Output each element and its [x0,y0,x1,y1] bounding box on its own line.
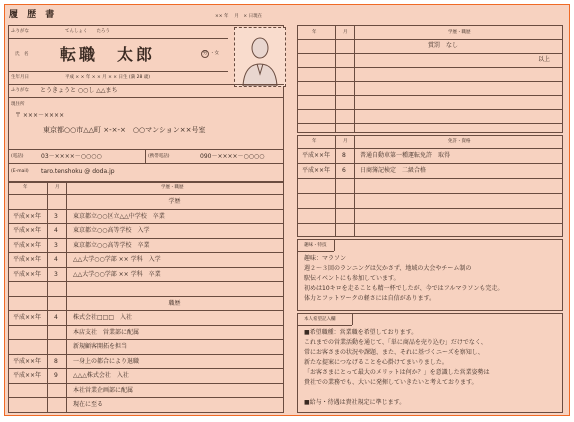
history-section-heading: 職歴 [168,299,181,307]
gender-female: ・女 [210,51,219,56]
address-furigana-label: ふりがな [11,88,29,93]
license-month-2: 6 [342,167,346,174]
history-desc: 本社営業企画部に配属 [73,386,134,394]
history-year: 平成××年 [13,357,42,365]
photo-box [234,27,286,87]
person-silhouette-icon [235,28,285,86]
history-month: 3 [54,212,58,220]
license-year-2: 平成××年 [302,167,331,174]
hobby-line: 体力とフットワークの軽さには自信があります。 [304,295,436,302]
right-col-desc: 学歴・職歴 [448,30,471,35]
history-year: 平成××年 [13,372,42,379]
history-month: 3 [54,241,58,249]
right-col-month: 月 [343,30,348,35]
name-label: 氏 名 [15,52,29,57]
history-desc: △△大学○○学部 ×× 学科 卒業 [73,270,161,278]
right-col-year: 年 [312,30,317,35]
hobby-line: 週２～３回のランニングは欠かさず、地域の大会やチーム制の [304,265,472,272]
history-col-desc: 学歴・職歴 [161,185,184,190]
mobile-value: 090－××××－○○○○ [200,153,265,160]
date-current: ×× 年 月 × 日現在 [215,14,263,19]
license-desc-2: 日商簿記検定 二級合格 [360,167,427,174]
zip-code: 〒 ×××－×××× [15,112,65,119]
request-line: ■給与・待遇は貴社規定に準じます。 [304,399,406,406]
address-label: 現住所 [11,102,25,107]
history-month: 4 [54,256,58,263]
hobby-line: 駅伝イベントにも参加しています。 [304,275,400,282]
history-month: 8 [54,357,58,365]
history-desc: 本店支社 営業部に配属 [73,328,140,336]
address-value: 東京都○○市△△町 ×-×-× ○○マンション××号室 [43,126,206,134]
licenses-table [297,135,563,237]
email-value: taro.tenshoku @ doda.jp [41,168,115,175]
email-label: (E-mail) [11,169,29,174]
end-mark: 以上 [538,56,551,63]
history-desc: 一身上の都合により退職 [73,357,140,365]
furigana-label: ふりがな [11,29,29,34]
history-year: 平成××年 [13,314,42,321]
awards-none: 賞罰 なし [428,42,459,49]
request-line: 「お客さまにとって最大のメリットは何か？」を意識した営業姿勢は [304,369,490,376]
request-line: 新たな提案につなげることを心掛けてまいりました。 [304,359,448,366]
phone-value: 03－××××－○○○○ [41,153,102,160]
history-year: 平成××年 [13,212,42,220]
gender-male-circle: 男 [202,51,208,56]
history-month: 4 [54,227,58,234]
request-line: これまでの営業活動を通じて、「単に商品を売り込む」だけでなく、 [304,339,487,346]
right-history-table [297,25,563,133]
hobby-line: 初めは10キロを走ることも精一杯でしたが、今ではフルマラソンも完走。 [304,285,504,292]
license-col-desc: 免許・資格 [448,139,471,144]
history-desc: 新規顧客開拓を担当 [73,343,128,350]
history-month: 4 [54,314,58,321]
history-desc: 東京都立○○区立△△中学校 卒業 [73,212,165,220]
history-year: 平成××年 [13,227,42,234]
history-col-year: 年 [23,185,28,190]
hobby-label: 趣味・特技 [304,243,327,248]
history-desc: 東京都立○○高等学校 入学 [73,227,150,234]
license-year-1: 平成××年 [302,152,331,159]
furigana-name: てんしょく たろう [65,29,110,34]
request-box [297,313,563,413]
hobby-box [297,239,563,311]
birth-label: 生年月日 [11,75,29,80]
history-desc: 株式会社□□□ 入社 [73,314,133,321]
request-line: 貴社での業務でも、大いに発揮していきたいと考えております。 [304,379,478,386]
phone-label: (電話) [11,154,24,159]
license-month-1: 8 [342,152,346,159]
history-desc: 東京都立○○高等学校 卒業 [73,241,150,249]
history-col-month: 月 [55,185,60,190]
history-desc: 現在に至る [73,401,104,408]
resume-sheet [4,4,570,416]
license-desc-1: 普通自動車第一種運転免許 取得 [360,152,451,159]
birth-value: 平成 × × 年 × × 月 × × 日生 (満 28 歳) [65,75,151,80]
history-year: 平成××年 [13,270,42,278]
history-year: 平成××年 [13,256,42,263]
resume-title: 履 歴 書 [9,10,58,20]
mobile-label: (携帯電話) [148,154,170,159]
license-col-month: 月 [343,139,348,144]
history-month: 9 [54,372,58,379]
request-line: ■希望職種：営業職を希望しております。 [304,329,418,336]
request-label: 本人希望記入欄 [304,317,336,322]
address-furigana: とうきょうと ○○し △△まち [40,87,118,94]
history-section-heading: 学歴 [168,198,181,205]
hobby-line: 趣味：マラソン [304,255,347,262]
history-year: 平成××年 [13,241,42,249]
history-table [8,181,284,413]
applicant-name: 転職 太郎 [60,45,156,64]
history-desc: △△△株式会社 入社 [73,372,129,379]
history-month: 3 [54,270,58,278]
request-line: 常にお客さまの状況や課題、また、それに基づくニーズを察知し、 [304,349,484,356]
license-col-year: 年 [312,139,317,144]
history-desc: △△大学○○学部 ×× 学科 入学 [73,256,161,263]
